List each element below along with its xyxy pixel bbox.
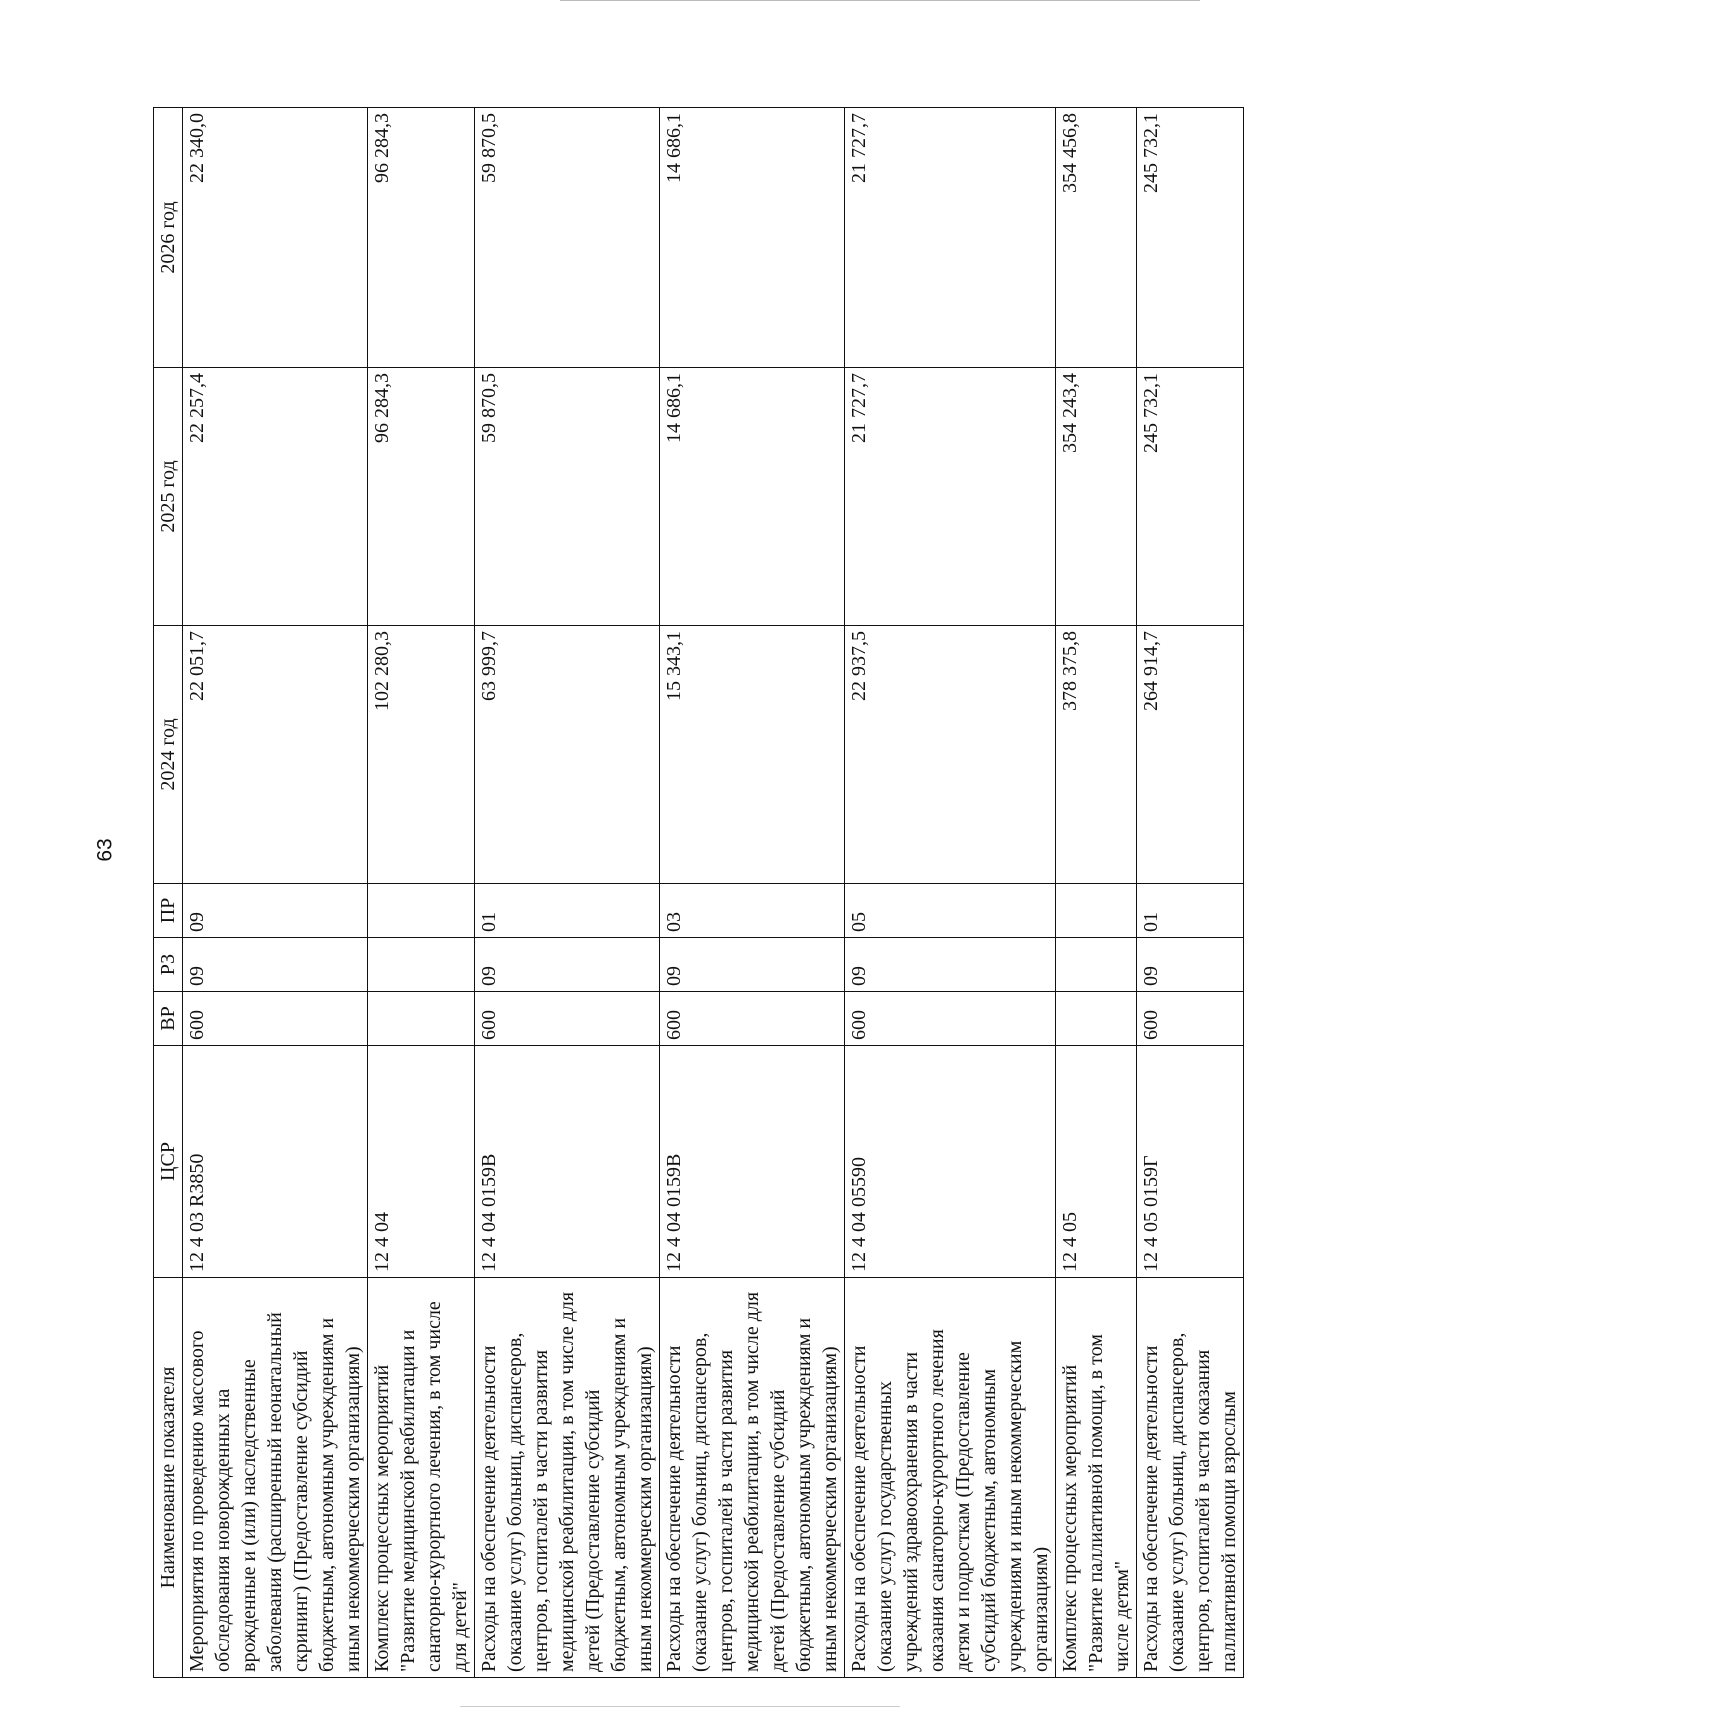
cell-pr [368,884,475,938]
page-number: 63 [93,838,117,862]
cell-2025: 59 870,5 [475,368,660,626]
rotated-table-container [153,108,1240,1678]
cell-vr: 600 [845,992,1056,1046]
cell-2026: 96 284,3 [368,108,475,368]
cell-rz: 09 [1137,938,1244,992]
table-row [660,108,845,1678]
cell-rz [1056,938,1137,992]
table-row [368,108,475,1678]
cell-csr: 12 4 04 0159В [660,1046,845,1278]
cell-2024: 63 999,7 [475,626,660,884]
cell-name: Комплекс процессных мероприятий "Развитие паллиативной помощи, в том числе детям" [1056,1278,1137,1678]
cell-rz: 09 [475,938,660,992]
cell-pr: 03 [660,884,845,938]
table-row [183,108,368,1678]
cell-2024: 378 375,8 [1056,626,1137,884]
header-2024: 2024 год [154,626,183,884]
cell-2024: 15 343,1 [660,626,845,884]
scan-edge-top [560,0,1200,1]
budget-table [153,107,1244,1678]
header-2025: 2025 год [154,368,183,626]
cell-2025: 22 257,4 [183,368,368,626]
cell-2026: 14 686,1 [660,108,845,368]
table-frame [153,108,1723,1672]
cell-name: Расходы на обеспечение деятельности (оказание услуг) больниц, диспансеров, центров, госпиталей в части развития медицинской реабилитации, в том числе для детей (Предоставление субсидий бюджетным, автономным учреждениям и иным некоммерческим организациям) [475,1278,660,1678]
cell-pr: 01 [1137,884,1244,938]
cell-vr: 600 [1137,992,1244,1046]
cell-name: Комплекс процессных мероприятий "Развитие медицинской реабилитации и санаторно-курортного лечения, в том числе для детей" [368,1278,475,1678]
header-2026: 2026 год [154,108,183,368]
cell-vr: 600 [183,992,368,1046]
cell-pr: 05 [845,884,1056,938]
cell-pr: 09 [183,884,368,938]
table-row [1137,108,1244,1678]
cell-2026: 21 727,7 [845,108,1056,368]
cell-2026: 245 732,1 [1137,108,1244,368]
cell-csr: 12 4 04 [368,1046,475,1278]
cell-2025: 245 732,1 [1137,368,1244,626]
cell-2024: 102 280,3 [368,626,475,884]
cell-2026: 22 340,0 [183,108,368,368]
cell-vr: 600 [475,992,660,1046]
header-vr: ВР [154,992,183,1046]
cell-2025: 96 284,3 [368,368,475,626]
cell-2024: 22 937,5 [845,626,1056,884]
cell-2026: 59 870,5 [475,108,660,368]
table-row [845,108,1056,1678]
cell-vr [1056,992,1137,1046]
header-rz: РЗ [154,938,183,992]
table-row [475,108,660,1678]
cell-rz: 09 [660,938,845,992]
cell-pr: 01 [475,884,660,938]
cell-rz [368,938,475,992]
cell-2024: 22 051,7 [183,626,368,884]
cell-rz: 09 [845,938,1056,992]
cell-name: Мероприятия по проведению массового обследования новорожденных на врожденные и (или) наследственные заболевания (расширенный неонатальный скрининг) (Предоставление субсидий бюджетным, автономным учреждениям и иным некоммерческим организациям) [183,1278,368,1678]
cell-name: Расходы на обеспечение деятельности (оказание услуг) больниц, диспансеров, центров, госпиталей в части развития медицинской реабилитации, в том числе для детей (Предоставление субсидий бюджетным, автономным учреждениям и иным некоммерческим организациям) [660,1278,845,1678]
scan-edge-bottom [460,1706,900,1707]
table-header-row [154,108,183,1678]
cell-2026: 354 456,8 [1056,108,1137,368]
cell-vr [368,992,475,1046]
header-name: Наименование показателя [154,1278,183,1678]
cell-csr: 12 4 04 05590 [845,1046,1056,1278]
table-row [1056,108,1137,1678]
cell-csr: 12 4 04 0159В [475,1046,660,1278]
cell-pr [1056,884,1137,938]
cell-rz: 09 [183,938,368,992]
cell-name: Расходы на обеспечение деятельности (оказание услуг) больниц, диспансеров, центров, госпиталей в части оказания паллиативной помощи взрослым [1137,1278,1244,1678]
cell-csr: 12 4 05 0159Г [1137,1046,1244,1278]
header-csr: ЦСР [154,1046,183,1278]
cell-2025: 21 727,7 [845,368,1056,626]
cell-2024: 264 914,7 [1137,626,1244,884]
cell-csr: 12 4 05 [1056,1046,1137,1278]
header-pr: ПР [154,884,183,938]
cell-2025: 14 686,1 [660,368,845,626]
cell-name: Расходы на обеспечение деятельности (оказание услуг) государственных учреждений здравоохранения в части оказания санаторно-курортного лечения детям и подросткам (Предоставление субсидий бюджетным, автономным учреждениям и иным некоммерческим организациям) [845,1278,1056,1678]
cell-csr: 12 4 03 R3850 [183,1046,368,1278]
cell-vr: 600 [660,992,845,1046]
cell-2025: 354 243,4 [1056,368,1137,626]
